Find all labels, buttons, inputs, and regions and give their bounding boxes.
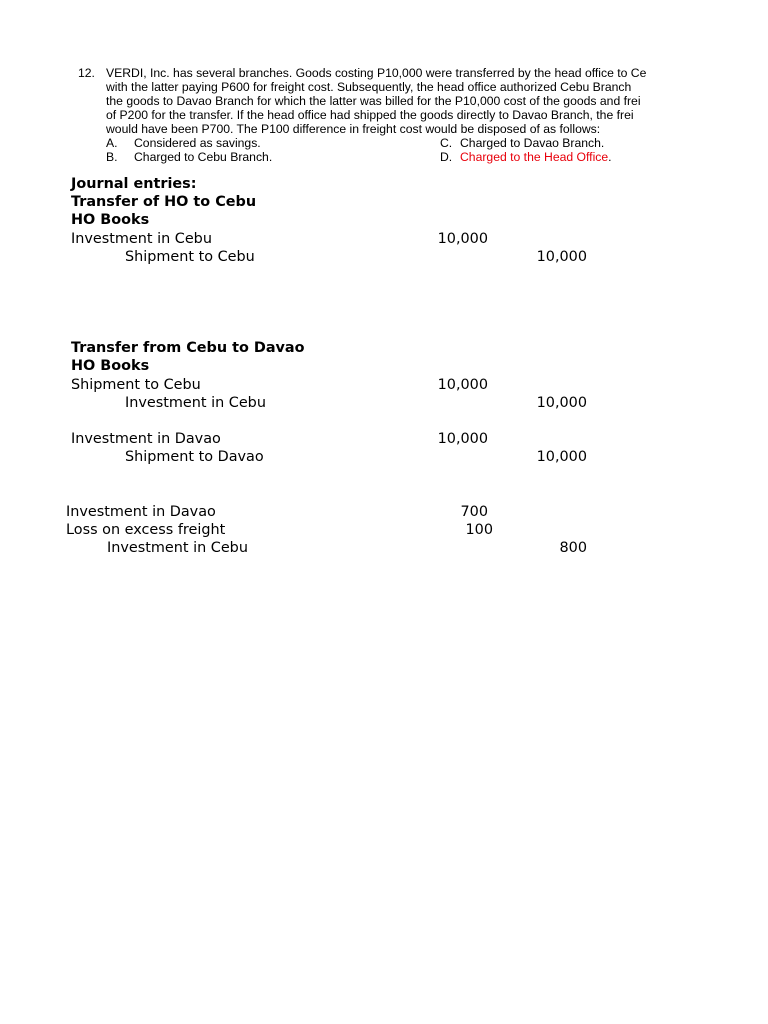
entry-account: Shipment to Cebu: [125, 249, 255, 265]
question-line-3: the goods to Davao Branch for which the latter was billed for the P10,000 cost of the goods and frei: [106, 94, 641, 108]
entry-account: Investment in Cebu: [71, 231, 212, 247]
question-line-2: with the latter paying P600 for freight cost. Subsequently, the head office authorized Cebu Branch: [106, 80, 632, 94]
entry-account: Investment in Davao: [71, 431, 221, 447]
section2-title: Transfer from Cebu to Davao: [71, 340, 305, 356]
entry-account: Shipment to Cebu: [71, 377, 201, 393]
option-d-answer-text: Charged to the Head Office: [460, 150, 609, 164]
journal-heading: Journal entries:: [71, 176, 197, 192]
option-c-text: Charged to Davao Branch.: [460, 136, 605, 150]
entry-debit: 700: [460, 504, 488, 520]
entry-credit: 800: [559, 540, 587, 556]
entry-account: Investment in Cebu: [125, 395, 266, 411]
option-d-letter: D.: [440, 150, 453, 164]
option-c-letter: C.: [440, 136, 453, 150]
section1-books: HO Books: [71, 212, 150, 228]
question-line-5: would have been P700. The P100 difference in freight cost would be disposed of as follows:: [106, 122, 601, 136]
entry-debit: 100: [465, 522, 493, 538]
question-line-1: VERDI, Inc. has several branches. Goods costing P10,000 were transferred by the head office to Ce: [106, 66, 647, 80]
entry-credit: 10,000: [536, 449, 587, 465]
option-b-letter: B.: [106, 150, 118, 164]
option-d-text-wrapper: [460, 150, 612, 164]
entry-debit: 10,000: [437, 377, 488, 393]
section2-books: HO Books: [71, 358, 150, 374]
entry-account: Shipment to Davao: [125, 449, 264, 465]
entry-account: Investment in Cebu: [107, 540, 248, 556]
option-a-letter: A.: [106, 136, 118, 150]
question-line-4: of P200 for the transfer. If the head office had shipped the goods directly to Davao Branch, the frei: [106, 108, 634, 122]
entry-credit: 10,000: [536, 249, 587, 265]
section1-title: Transfer of HO to Cebu: [71, 194, 257, 210]
entry-account: Loss on excess freight: [66, 522, 226, 538]
option-d-period: .: [608, 150, 612, 164]
entry-account: Investment in Davao: [66, 504, 216, 520]
option-b-text: Charged to Cebu Branch.: [134, 150, 273, 164]
entry-debit: 10,000: [437, 431, 488, 447]
option-a-text: Considered as savings.: [134, 136, 261, 150]
question-number: 12.: [78, 66, 95, 80]
entry-debit: 10,000: [437, 231, 488, 247]
question-block: [0, 66, 768, 166]
entry-credit: 10,000: [536, 395, 587, 411]
